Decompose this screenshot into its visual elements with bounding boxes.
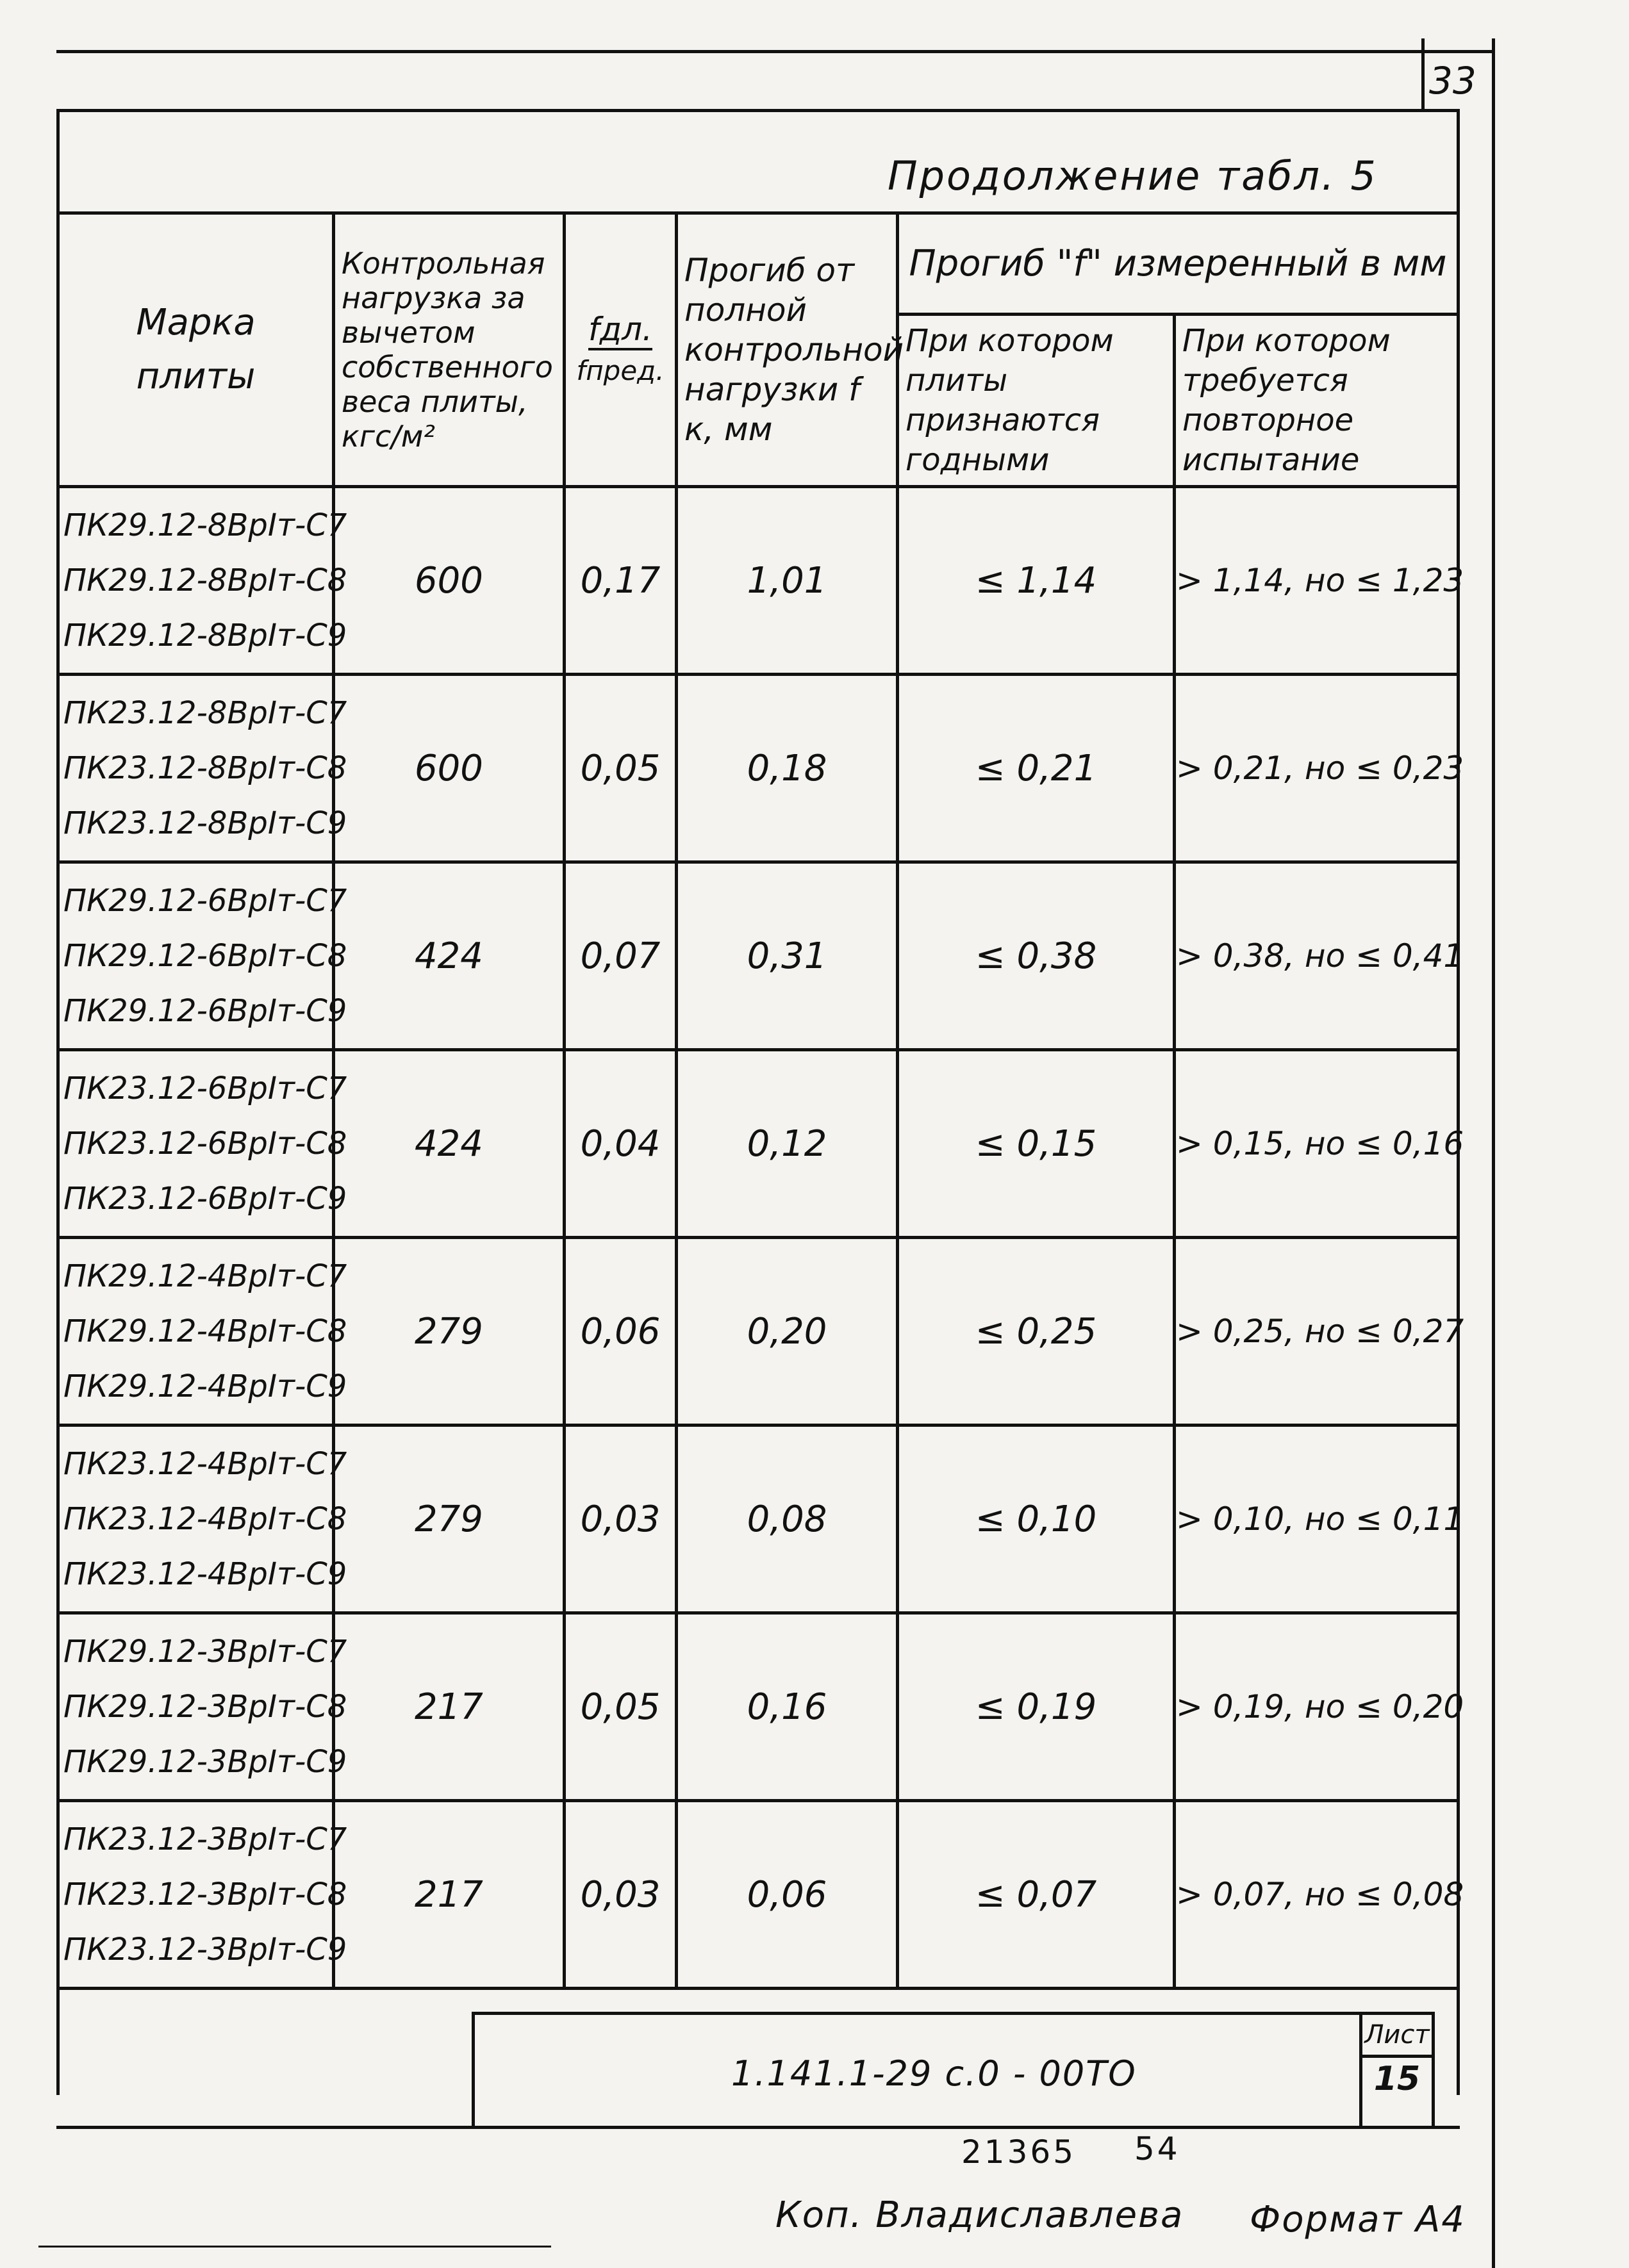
load-cell: 279 xyxy=(334,1426,565,1613)
ratio-cell: 0,07 xyxy=(565,862,677,1050)
mark-label: ПК29.12-6ВрIт-С7 xyxy=(63,883,347,919)
mark-label: ПК29.12-4ВрIт-С9 xyxy=(63,1368,347,1404)
header-load: Контрольная нагрузка за вычетом собственного веса плиты, кгс/м² xyxy=(334,213,565,487)
table-row xyxy=(58,862,1459,1050)
retest-cell: > 0,10, но ≤ 0,11 xyxy=(1175,1426,1459,1613)
mark-label: ПК29.12-3ВрIт-С8 xyxy=(63,1689,347,1725)
fk-cell: 0,18 xyxy=(677,675,898,862)
ratio-cell: 0,17 xyxy=(565,487,677,675)
load-cell: 600 xyxy=(334,675,565,862)
header-deflection-full: Прогиб от полной контрольной нагрузки f к, мм xyxy=(677,213,898,487)
ok-cell: ≤ 0,07 xyxy=(898,1801,1175,1989)
mark-label: ПК23.12-3ВрIт-С7 xyxy=(63,1821,347,1857)
mark-label: ПК23.12-6ВрIт-С7 xyxy=(63,1071,347,1106)
copied-by: Коп. Владиславлева xyxy=(775,2194,1184,2236)
header-ratio-top: fдл. xyxy=(588,311,652,350)
document-code: 1.141.1-29 с.0 - 00ТО xyxy=(731,2053,1137,2094)
sheet-number: 15 xyxy=(1373,2060,1421,2098)
header-measured-ok: При котором плиты признаются годными xyxy=(898,315,1175,487)
header-measured-group: Прогиб "f" измеренный в мм xyxy=(898,213,1459,315)
retest-cell: > 0,38, но ≤ 0,41 xyxy=(1175,862,1459,1050)
mark-label: ПК23.12-3ВрIт-С9 xyxy=(63,1932,347,1968)
ok-cell: ≤ 0,38 xyxy=(898,862,1175,1050)
mark-cell xyxy=(58,1050,347,1238)
mark-cell xyxy=(58,862,347,1050)
sheet-box xyxy=(1359,2015,1432,2126)
ratio-cell: 0,06 xyxy=(565,1238,677,1426)
mark-cell xyxy=(58,1801,347,1989)
mark-label: ПК29.12-3ВрIт-С9 xyxy=(63,1744,347,1780)
table-row xyxy=(58,1801,1459,1989)
mark-label: ПК29.12-3ВрIт-С7 xyxy=(63,1634,347,1670)
table-row xyxy=(58,1238,1459,1426)
mark-label: ПК23.12-4ВрIт-С9 xyxy=(63,1556,347,1592)
fk-cell: 1,01 xyxy=(677,487,898,675)
fk-cell: 0,16 xyxy=(677,1613,898,1801)
mark-label: ПК29.12-4ВрIт-С8 xyxy=(63,1313,347,1349)
mark-label: ПК23.12-6ВрIт-С9 xyxy=(63,1181,347,1217)
ratio-cell: 0,03 xyxy=(565,1801,677,1989)
ok-cell: ≤ 0,21 xyxy=(898,675,1175,862)
table-row xyxy=(58,487,1459,675)
retest-cell: > 0,07, но ≤ 0,08 xyxy=(1175,1801,1459,1989)
header-mark: Марка плиты xyxy=(58,213,334,487)
fk-cell: 0,06 xyxy=(677,1801,898,1989)
table-title: Продолжение табл. 5 xyxy=(888,152,1378,199)
page-number: 33 xyxy=(1429,59,1476,103)
load-cell: 217 xyxy=(334,1801,565,1989)
page-number-box-left xyxy=(1421,38,1425,112)
retest-cell: > 1,14, но ≤ 1,23 xyxy=(1175,487,1459,675)
load-cell: 279 xyxy=(334,1238,565,1426)
mark-label: ПК29.12-4ВрIт-С7 xyxy=(63,1258,347,1294)
mark-cell xyxy=(58,487,347,675)
table-row xyxy=(58,675,1459,862)
mark-label: ПК23.12-8ВрIт-С7 xyxy=(63,695,347,731)
top-rule xyxy=(56,50,1492,53)
fk-cell: 0,12 xyxy=(677,1050,898,1238)
ok-cell: ≤ 0,15 xyxy=(898,1050,1175,1238)
fk-cell: 0,08 xyxy=(677,1426,898,1613)
mark-label: ПК29.12-6ВрIт-С8 xyxy=(63,938,347,974)
load-cell: 600 xyxy=(334,487,565,675)
mark-cell xyxy=(58,1238,347,1426)
mark-label: ПК29.12-8ВрIт-С8 xyxy=(63,563,347,598)
frame-right-outer xyxy=(1492,38,1495,2268)
mark-label: ПК23.12-4ВрIт-С8 xyxy=(63,1501,347,1537)
inventory-sheet: 54 xyxy=(1134,2130,1180,2167)
ok-cell: ≤ 0,25 xyxy=(898,1238,1175,1426)
retest-cell: > 0,15, но ≤ 0,16 xyxy=(1175,1050,1459,1238)
mark-label: ПК29.12-8ВрIт-С7 xyxy=(63,507,347,543)
mark-label: ПК23.12-6ВрIт-С8 xyxy=(63,1126,347,1162)
mark-cell xyxy=(58,675,347,862)
retest-cell: > 0,21, но ≤ 0,23 xyxy=(1175,675,1459,862)
mark-label: ПК23.12-8ВрIт-С8 xyxy=(63,750,347,786)
retest-cell: > 0,25, но ≤ 0,27 xyxy=(1175,1238,1459,1426)
header-measured-retest: При котором требуется повторное испытание xyxy=(1175,315,1459,487)
ok-cell: ≤ 0,10 xyxy=(898,1426,1175,1613)
fk-cell: 0,20 xyxy=(677,1238,898,1426)
load-cell: 424 xyxy=(334,862,565,1050)
mark-label: ПК23.12-3ВрIт-С8 xyxy=(63,1877,347,1912)
load-cell: 217 xyxy=(334,1613,565,1801)
mark-label: ПК29.12-6ВрIт-С9 xyxy=(63,993,347,1029)
inventory-number: 21365 xyxy=(961,2133,1077,2171)
ok-cell: ≤ 1,14 xyxy=(898,487,1175,675)
ratio-cell: 0,03 xyxy=(565,1426,677,1613)
sheet-label: Лист xyxy=(1362,2015,1432,2058)
ratio-cell: 0,04 xyxy=(565,1050,677,1238)
retest-cell: > 0,19, но ≤ 0,20 xyxy=(1175,1613,1459,1801)
table-row xyxy=(58,1613,1459,1801)
ok-cell: ≤ 0,19 xyxy=(898,1613,1175,1801)
mark-cell xyxy=(58,1426,347,1613)
header-ratio-bottom: fпред. xyxy=(576,354,665,386)
mark-label: ПК29.12-8ВрIт-С9 xyxy=(63,618,347,653)
ratio-cell: 0,05 xyxy=(565,1613,677,1801)
mark-label: ПК23.12-4ВрIт-С7 xyxy=(63,1446,347,1482)
mark-label: ПК23.12-8ВрIт-С9 xyxy=(63,805,347,841)
mark-cell xyxy=(58,1613,347,1801)
title-block xyxy=(472,2012,1435,2129)
load-cell: 424 xyxy=(334,1050,565,1238)
fk-cell: 0,31 xyxy=(677,862,898,1050)
frame-top xyxy=(56,109,1460,112)
header-ratio xyxy=(565,213,677,487)
table-row xyxy=(58,1426,1459,1613)
paper-format: Формат А4 xyxy=(1250,2199,1466,2240)
ratio-cell: 0,05 xyxy=(565,675,677,862)
deflection-table xyxy=(56,211,1464,1990)
scan-bottom-rule xyxy=(38,2246,551,2247)
table-row xyxy=(58,1050,1459,1238)
